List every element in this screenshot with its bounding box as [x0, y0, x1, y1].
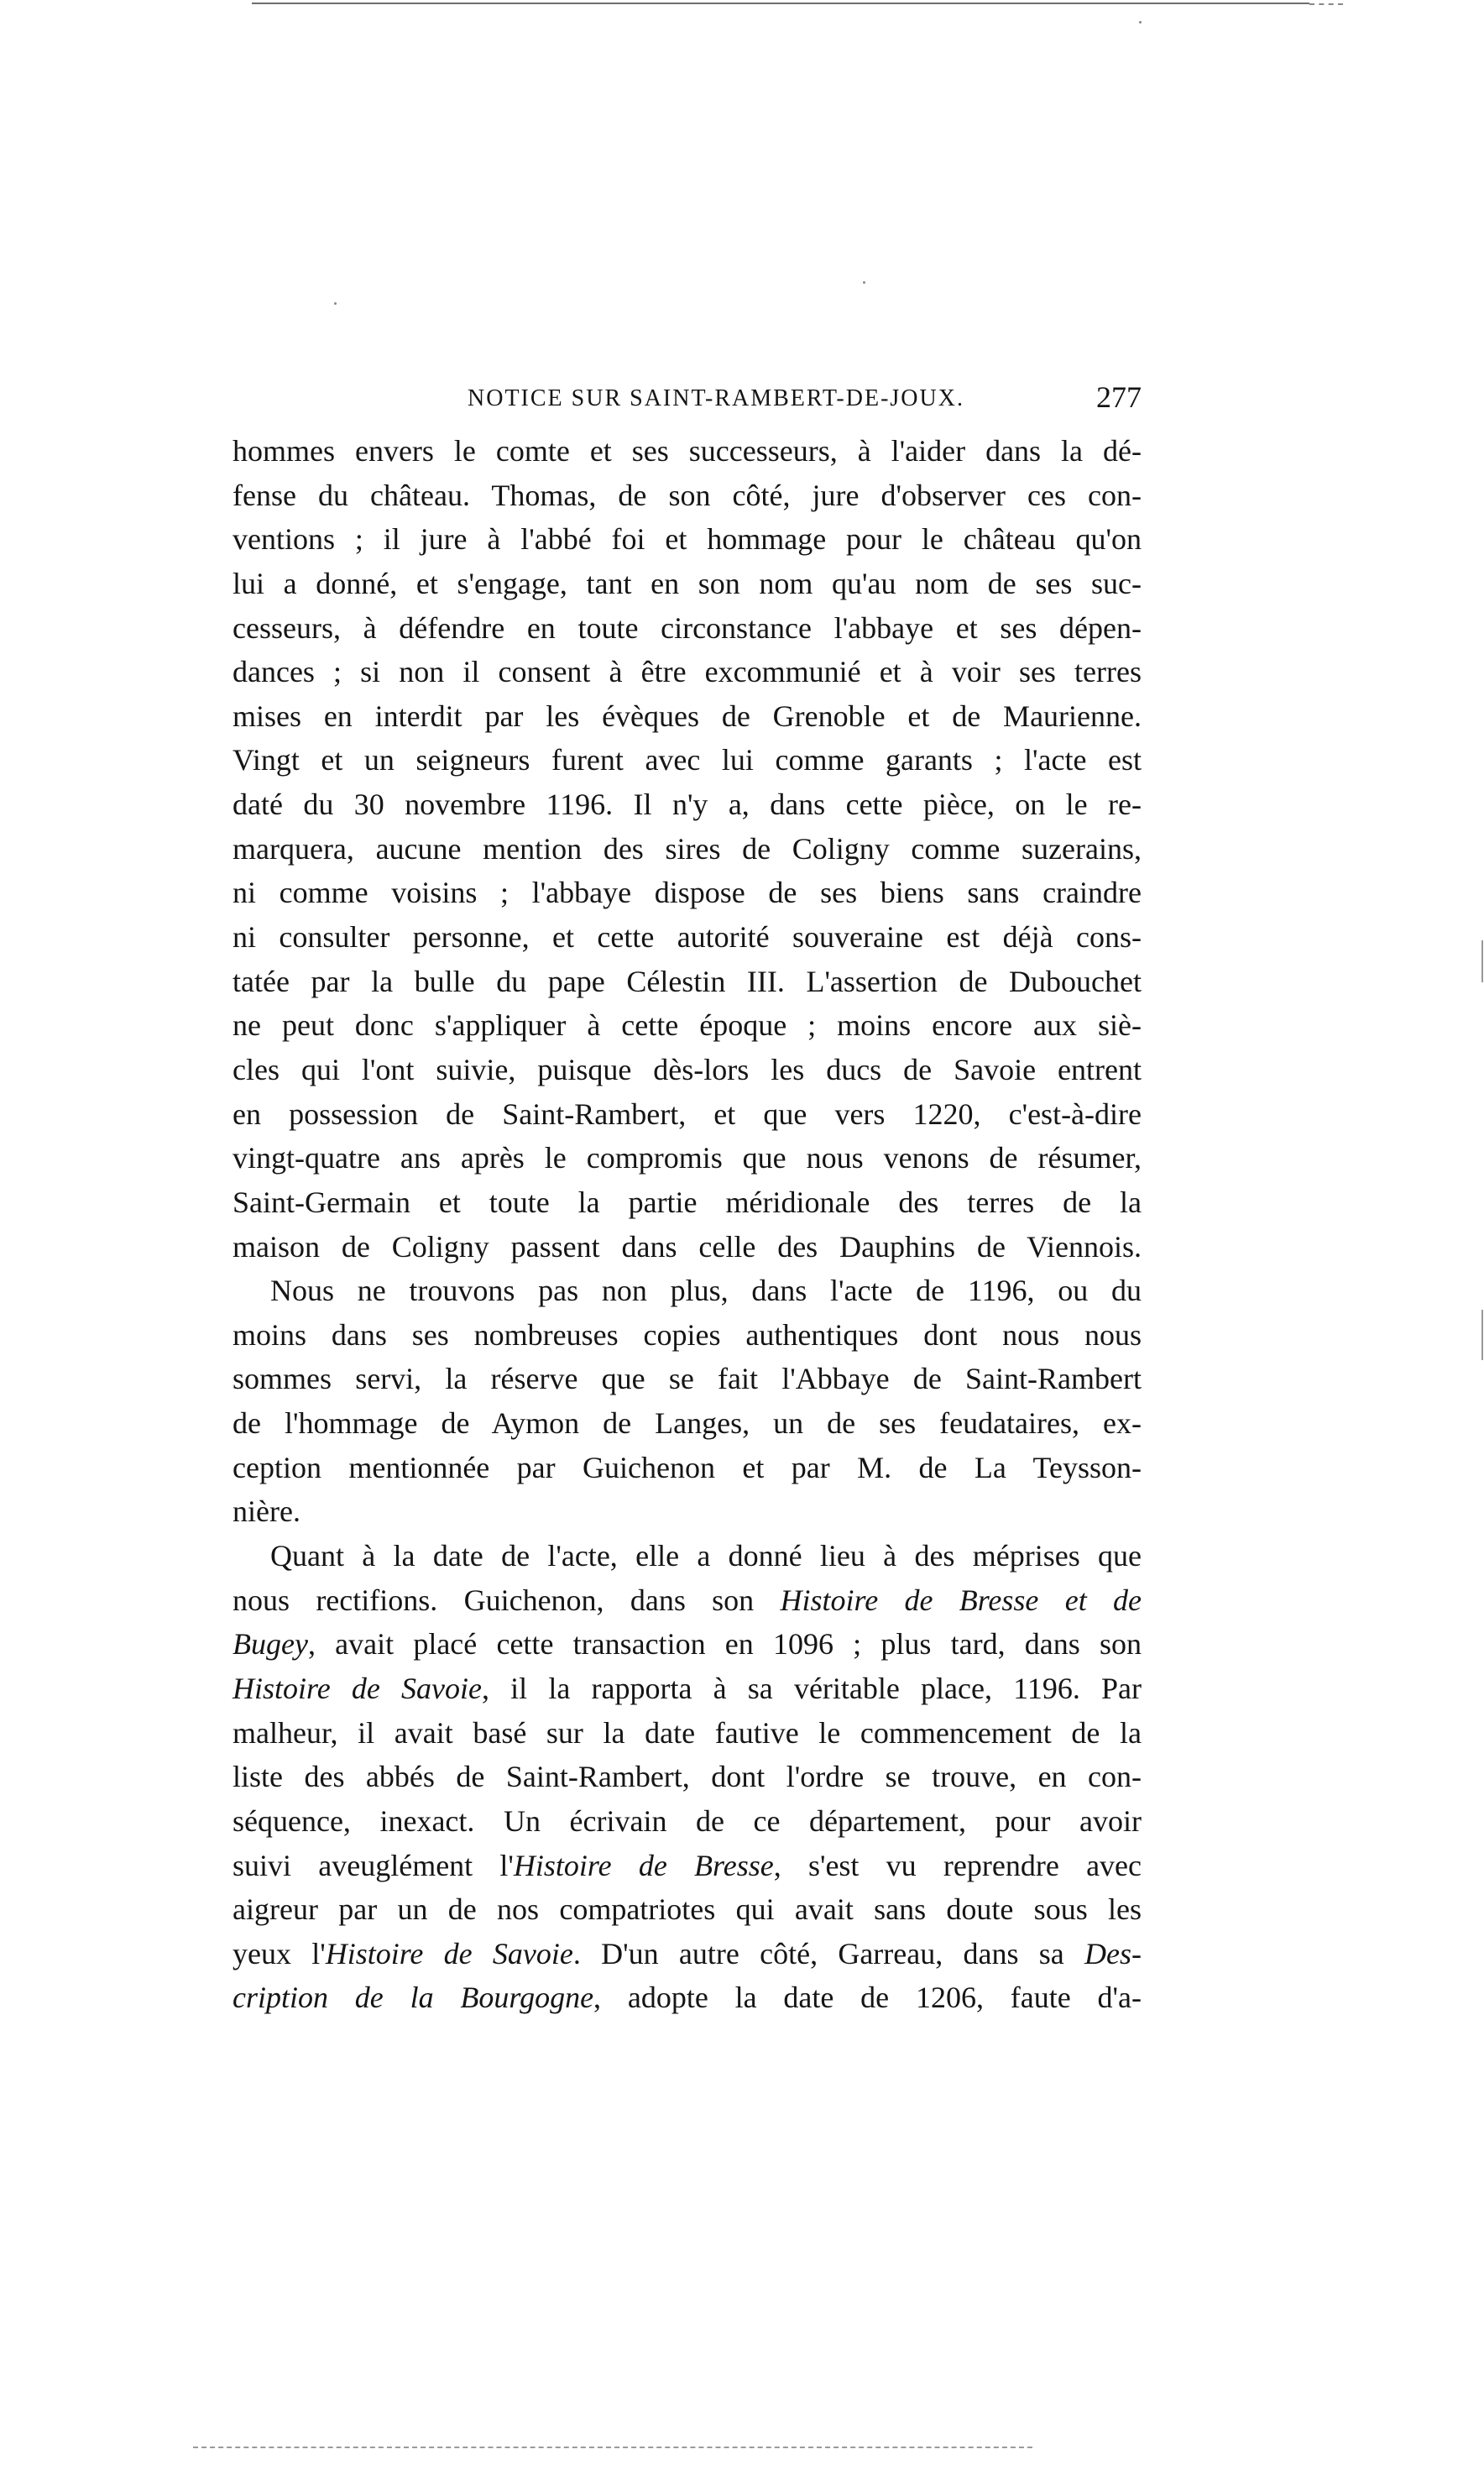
text-line: [233, 1401, 1142, 1446]
text-line: [233, 517, 1142, 562]
text-line: [233, 1534, 1142, 1578]
text-line: [233, 1711, 1142, 1756]
text-line: [233, 1755, 1142, 1799]
text-line: [233, 1844, 1142, 1888]
text-line: [233, 738, 1142, 782]
body-text: [233, 429, 1142, 2020]
text-segment: tatée par la bulle du pape Célestin III. L'assertion de Dubouchet: [233, 964, 1142, 998]
text-line: [233, 562, 1142, 606]
text-line: [233, 1092, 1142, 1137]
text-segment: fense du château. Thomas, de son côté, jure d'observer ces con-: [233, 478, 1142, 512]
text-segment: ni comme voisins ; l'abbaye dispose de ses biens sans craindre: [233, 876, 1142, 910]
text-segment: lui a donné, et s'engage, tant en son nom qu'au nom de ses suc-: [233, 566, 1142, 600]
text-segment: vingt-quatre ans après le compromis que nous venons de résumer,: [233, 1141, 1142, 1175]
text-line: [233, 1799, 1142, 1844]
italic-title-text: Histoire de Bresse: [513, 1848, 774, 1882]
text-segment: Saint-Germain et toute la partie méridionale des terres de la: [233, 1185, 1142, 1219]
text-line: [233, 429, 1142, 474]
text-line: [233, 694, 1142, 739]
text-line: [233, 1932, 1142, 1976]
text-segment: en possession de Saint-Rambert, et que vers 1220, c'est-à-dire: [233, 1096, 1142, 1131]
scan-speck: [1139, 21, 1142, 24]
text-segment: , s'est vu reprendre avec: [773, 1848, 1142, 1882]
text-segment: ni consulter personne, et cette autorité souveraine est déjà cons-: [233, 920, 1142, 955]
text-line: [233, 1313, 1142, 1358]
text-segment: Vingt et un seigneurs furent avec lui comme garants ; l'acte est: [233, 743, 1142, 777]
text-line: [233, 1048, 1142, 1092]
text-line: [233, 606, 1142, 651]
text-segment: sommes servi, la réserve que se fait l'Abbaye de Saint-Rambert: [233, 1362, 1142, 1396]
text-segment: cesseurs, à défendre en toute circonstance l'abbaye et ses dépen-: [233, 610, 1142, 645]
scan-speck: [334, 302, 337, 305]
text-line: [233, 960, 1142, 1004]
italic-title-text: Histoire de Savoie: [233, 1671, 482, 1705]
text-segment: daté du 30 novembre 1196. Il n'y a, dans cette pièce, on le re-: [233, 788, 1142, 822]
text-segment: yeux l': [233, 1936, 326, 1970]
text-line: [233, 1003, 1142, 1048]
text-line: [233, 1622, 1142, 1667]
text-line: [233, 1357, 1142, 1401]
text-segment: marquera, aucune mention des sires de Coligny comme suzerains,: [233, 831, 1142, 866]
text-segment: Quant à la date de l'acte, elle a donné lieu à des méprises que: [270, 1539, 1142, 1573]
text-segment: nous rectifions. Guichenon, dans son: [233, 1583, 781, 1617]
text-line: [233, 1136, 1142, 1180]
text-segment: dances ; si non il consent à être excommunié et à voir ses terres: [233, 655, 1142, 689]
running-title: NOTICE SUR SAINT-RAMBERT-DE-JOUX.: [468, 385, 964, 411]
text-segment: , avait placé cette transaction en 1096 ; plus tard, dans son: [307, 1627, 1142, 1662]
text-line: [233, 1667, 1142, 1711]
text-segment: de l'hommage de Aymon de Langes, un de ses feudataires, ex-: [233, 1406, 1142, 1441]
text-line: [233, 871, 1142, 915]
text-segment: ne peut donc s'appliquer à cette époque ; moins encore aux siè-: [233, 1008, 1142, 1043]
text-segment: mises en interdit par les évèques de Grenoble et de Maurienne.: [233, 699, 1142, 733]
text-line: [233, 1180, 1142, 1225]
italic-title-text: cription de la Bourgogne: [233, 1981, 594, 2015]
italic-title-text: Histoire de Bresse et de: [780, 1583, 1142, 1617]
text-segment: suivi aveuglément l': [233, 1848, 514, 1882]
page-number: 277: [1096, 380, 1142, 414]
italic-title-text: Bugey: [233, 1627, 308, 1662]
text-segment: malheur, il avait basé sur la date fautive le commencement de la: [233, 1715, 1142, 1750]
italic-title-text: Histoire de Savoie: [325, 1936, 573, 1970]
text-segment: . D'un autre côté, Garreau, dans sa: [572, 1936, 1085, 1970]
text-line: [233, 915, 1142, 960]
scan-speck: [863, 281, 865, 284]
scan-edge-top: [252, 3, 1309, 4]
text-line: [233, 1976, 1142, 2020]
text-segment: ception mentionnée par Guichenon et par M. de La Teysson-: [233, 1450, 1142, 1484]
text-line: [233, 782, 1142, 827]
text-line: [233, 650, 1142, 694]
text-segment: maison de Coligny passent dans celle des Dauphins de Viennois.: [233, 1229, 1142, 1264]
scan-edge-bottom: [193, 2447, 1032, 2448]
text-segment: séquence, inexact. Un écrivain de ce département, pour avoir: [233, 1803, 1142, 1838]
text-line: [233, 1225, 1142, 1269]
scan-edge-top-dashes: [1309, 3, 1343, 5]
page-header: [233, 382, 1142, 416]
text-line: [233, 1269, 1142, 1313]
text-segment: nière.: [233, 1494, 300, 1529]
text-segment: aigreur par un de nos compatriotes qui avait sans doute sous les: [233, 1892, 1142, 1927]
text-line: [233, 1578, 1142, 1623]
text-line: [233, 1887, 1142, 1932]
text-line: [233, 827, 1142, 871]
text-segment: moins dans ses nombreuses copies authentiques dont nous nous: [233, 1317, 1142, 1352]
text-line: [233, 1489, 1142, 1534]
italic-title-text: Des-: [1084, 1936, 1142, 1970]
text-segment: liste des abbés de Saint-Rambert, dont l'ordre se trouve, en con-: [233, 1760, 1142, 1794]
text-segment: , adopte la date de 1206, faute d'a-: [593, 1981, 1142, 2015]
text-line: [233, 1446, 1142, 1490]
text-segment: Nous ne trouvons pas non plus, dans l'acte de 1196, ou du: [270, 1274, 1142, 1308]
text-segment: cles qui l'ont suivie, puisque dès-lors les ducs de Savoie entrent: [233, 1052, 1142, 1086]
text-segment: hommes envers le comte et ses successeurs, à l'aider dans la dé-: [233, 434, 1142, 468]
text-segment: , il la rapporta à sa véritable place, 1196. Par: [481, 1671, 1142, 1705]
scan-edge-mark: [1481, 940, 1483, 982]
text-segment: ventions ; il jure à l'abbé foi et hommage pour le château qu'on: [233, 522, 1142, 557]
text-line: [233, 474, 1142, 518]
scan-edge-mark: [1481, 1310, 1483, 1360]
